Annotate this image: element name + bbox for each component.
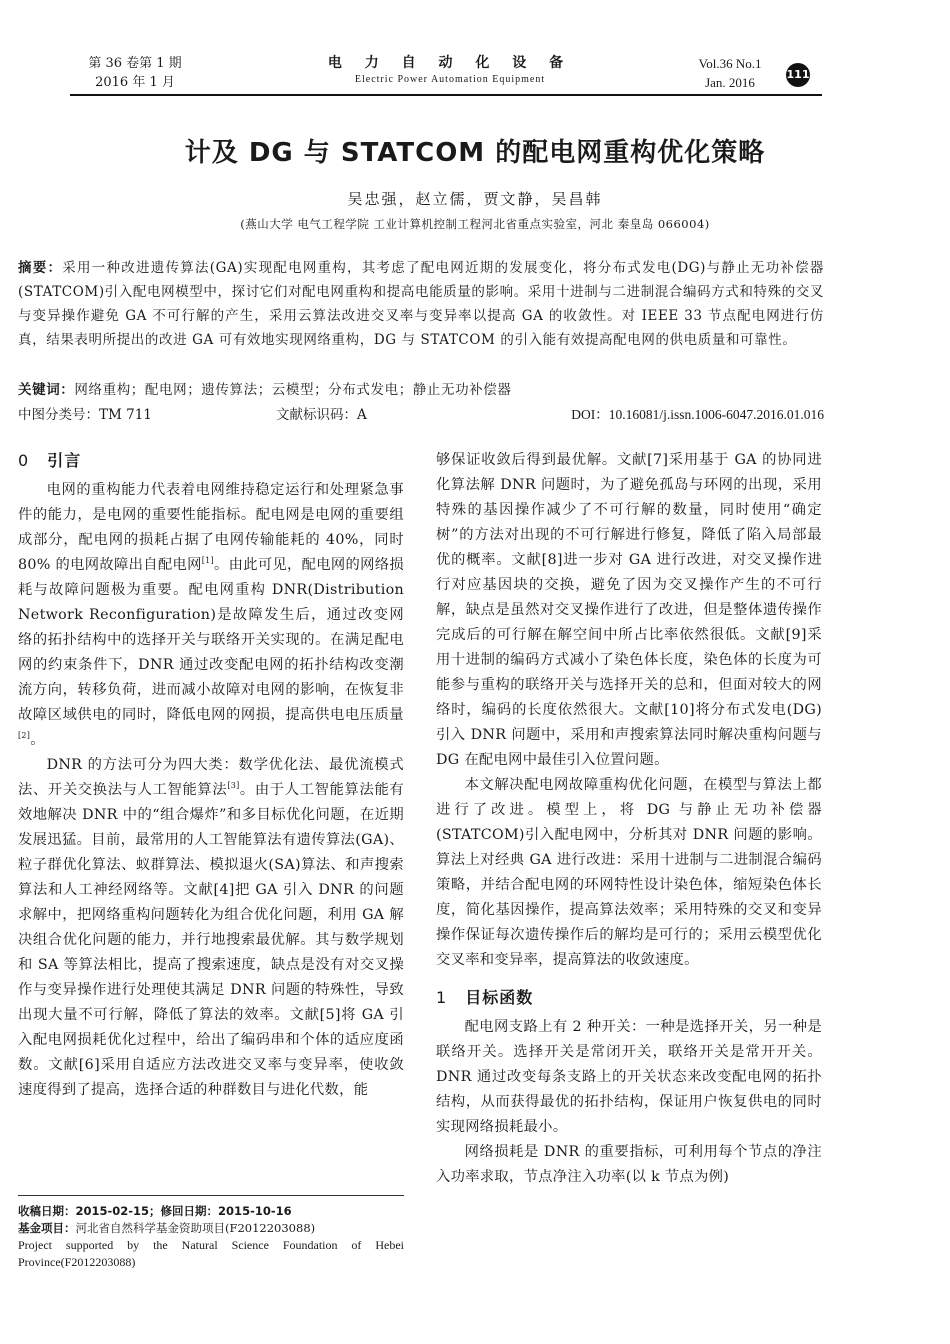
text-run: 。由于人工智能算法能有效地解决 DNR 中的“组合爆炸”和多目标优化问题，在近期发展迅猛。目前，最常用的人工智能算法有遗传算法(GA)、粒子群优化算法、蚁群算法、模拟退火(SA)算法、和声搜索算法和人工神经网络等。文献[4]把 GA 引入 DNR 的问题求解中，把网络重构问题转化为组合优化问题，利用 GA 解决组合优化问题的能力，并行地搜索最优解。其与数学规划和 SA 等算法相比，提高了搜索速度，缺点是没有对交叉操作与变异操作进行处理使其满足 DNR 问题的特殊性，导致出现大量不可行解，降低了算法的效率。文献[5]将 GA 引入配电网损耗优化过程中，给出了编码串和个体的适应度函数。文献[6]采用自适应方法改进交叉率与变异率，使收敛速度得到了提高，选择合适的种群数目与进化代数，能 [18, 782, 404, 1098]
text-run: 。 [30, 732, 45, 748]
keywords-label: 关键词： [18, 382, 75, 398]
journal-name-cn: 电 力 自 动 化 设 备 [327, 55, 573, 71]
section-number: 1 [436, 988, 448, 1007]
fund-label: 基金项目： [18, 1221, 76, 1235]
header-volume-cn: 第 36 卷第 1 期 [88, 56, 182, 71]
document-code: 文献标识码：A [276, 407, 367, 423]
section-title: 目标函数 [465, 988, 534, 1007]
running-header [70, 52, 822, 96]
objective-paragraph-1: 配电网支路上有 2 种开关：一种是选择开关，另一种是联络开关。选择开关是常闭开关，联络开关是常开开关。DNR 通过改变每条支路上的开关状态来改变配电网的拓扑结构，从而获得最优的拓扑结构，保证用户恢复供电的同时实现网络损耗最小。 [436, 1019, 822, 1135]
header-journal [280, 54, 620, 88]
section-heading-objective [436, 985, 822, 1011]
right-column [436, 448, 822, 1190]
header-date-cn: 2016 年 1 月 [95, 75, 175, 90]
section-number: 0 [18, 451, 30, 470]
footnote-dates: 收稿日期：2015-02-15；修回日期：2015-10-16 [18, 1204, 292, 1218]
paper-title: 计及 DG 与 STATCOM 的配电网重构优化策略 [184, 138, 766, 168]
text-run: 。由此可见，配电网的网络损耗与故障问题极为重要。配电网重构 DNR(Distribution Network Reconfiguration)是故障发生后，通过改变网络的拓扑结构中的选择开关与联络开关实现的。在满足配电网的约束条件下，DNR 通过改变配电网的拓扑结构改变潮流方向，转移负荷，进而减小故障对电网的影响，在恢复非故障区域供电的同时，降低电网的网损，提高供电电压质量 [18, 557, 404, 723]
fund-text-en: Project supported by the Natural Science Foundation of Hebei Province(F2012203088) [18, 1238, 404, 1269]
header-issue-en [670, 54, 790, 92]
classification-line [18, 403, 824, 427]
header-rule [70, 94, 822, 96]
citation-ref-3: [3] [227, 781, 240, 791]
journal-name-en: Electric Power Automation Equipment [354, 74, 546, 85]
citation-ref-2: [2] [18, 731, 31, 741]
intro-paragraph-2-continued: 够保证收敛后得到最优解。文献[7]采用基于 GA 的协同进化算法解 DNR 问题时，为了避免孤岛与环网的出现，采用特殊的基因操作减少了不可行解的数量，同时使用“确定树”的方法对出现的不可行解进行修复，降低了陷入局部最优的概率。文献[8]进一步对 GA 进行改进，对交叉操作进行对应基因块的交换，避免了因为交叉操作产生的不可行解，缺点是虽然对交叉操作进行了改进，但是整体遗传操作完成后的可行解在解空间中所占比率依然很低。文献[9]采用十进制的编码方式减小了染色体长度，染色体的长度为可能参与重构的联络开关与选择开关的总和，但面对较大的网络时，编码的长度依然很大。文献[10]将分布式发电(DG)引入 DNR 问题中，采用和声搜索算法同时解决重构问题与 DG 在配电网中最佳引入位置问题。 [436, 452, 822, 768]
intro-paragraph-1 [18, 478, 404, 753]
left-column [18, 448, 404, 1103]
citation-ref-1: [1] [201, 556, 214, 566]
abstract-text: 采用一种改进遗传算法(GA)实现配电网重构，其考虑了配电网近期的发展变化，将分布式发电(DG)与静止无功补偿器(STATCOM)引入配电网模型中，探讨它们对配电网重构和提高电能质量的影响。采用十进制与二进制混合编码方式和特殊的交叉与变异操作避免 GA 不可行解的产生，采用云算法改进交叉率与变异率以提高 GA 的收敛性。对 IEEE 33 节点配电网进行仿真，结果表明所提出的改进 GA 可有效地实现网络重构，DG 与 STATCOM 的引入能有效提高配电网的供电质量和可靠性。 [18, 260, 824, 348]
keywords-text: 网络重构；配电网；遗传算法；云模型；分布式发电；静止无功补偿器 [74, 382, 512, 398]
abstract [18, 256, 824, 352]
paper-affiliation: (燕山大学 电气工程学院 工业计算机控制工程河北省重点实验室，河北 秦皇岛 066004) [240, 217, 710, 231]
text-run: 电网的重构能力代表着电网维持稳定运行和处理紧急事件的能力，是电网的重要性能指标。配电网是电网的重要组成部分，配电网的损耗占据了电网传输能耗的 40%，同时 80% 的电网故障出自配电网 [18, 482, 404, 573]
section-heading-introduction [18, 448, 404, 474]
paper-authors: 吴忠强，赵立儒，贾文静，吴昌韩 [347, 190, 603, 208]
clc-number: 中图分类号：TM 711 [18, 407, 152, 423]
footnote-fund [18, 1220, 404, 1237]
intro-paragraph-3: 本文解决配电网故障重构优化问题，在模型与算法上都进行了改进。模型上，将 DG 与静止无功补偿器(STATCOM)引入配电网中，分析其对 DNR 问题的影响。算法上对经典 GA 进行改进：采用十进制与二进制混合编码策略，并结合配电网的环网特性设计染色体，缩短染色体长度，简化基因操作，提高算法效率；采用特殊的交叉和变异操作保证每次遗传操作后的解均是可行的；采用云模型优化交叉率和变异率，提高算法的收敛速度。 [436, 777, 822, 968]
fund-text-cn: 河北省自然科学基金资助项目(F2012203088) [75, 1221, 316, 1235]
header-date-en: Jan. 2016 [705, 75, 755, 90]
keywords [18, 378, 824, 402]
doi: DOI：10.16081/j.issn.1006-6047.2016.01.016 [571, 407, 824, 422]
footnote-rule [18, 1195, 404, 1196]
footnote [18, 1203, 404, 1271]
section-title: 引言 [47, 451, 82, 470]
abstract-label: 摘要： [18, 260, 63, 276]
text-run: DNR 的方法可分为四大类：数学优化法、最优流模式法、开关交换法与人工智能算法 [18, 757, 404, 798]
objective-paragraph-2: 网络损耗是 DNR 的重要指标，可利用每个节点的净注入功率求取，节点净注入功率(以 k 节点为例) [436, 1144, 822, 1185]
page-number-badge: 111 [786, 63, 810, 87]
header-volume-en: Vol.36 No.1 [698, 56, 762, 71]
intro-paragraph-2 [18, 753, 404, 1103]
header-issue-cn [70, 54, 200, 92]
